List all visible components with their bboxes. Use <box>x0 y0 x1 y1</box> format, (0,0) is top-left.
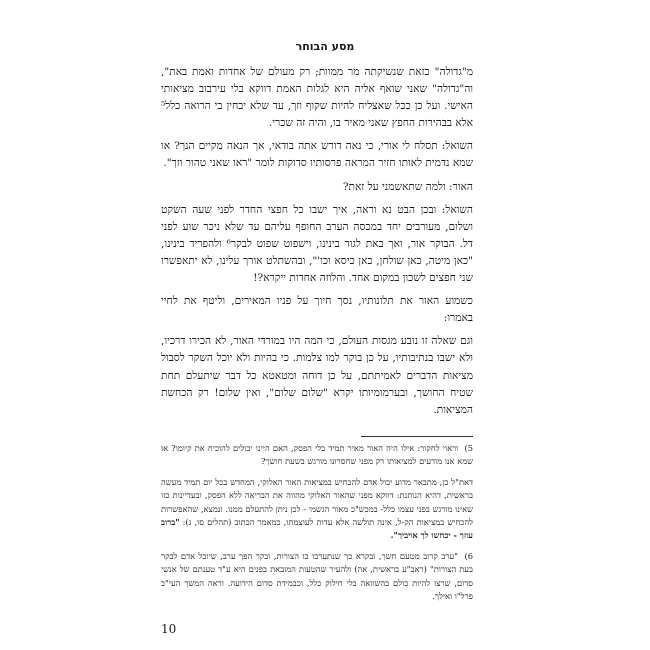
footnote-number: 6) <box>464 550 474 561</box>
footnote-5 <box>161 442 473 469</box>
paragraph: וגם שאלה זו נובע מגסות העולם, כי המה היו במורדי האור, לא הכירו דרכיו, ולא ישבו בנתיבותיו, על כן בוקר למו צלמות. כי בהיות ולא יוכל השקר לסבול מציאות הדברים לאמיתתם, על כן דוחה ומטאטא כל דבר שיתעלם תחת שטיח החושך, ובערמומיותו יקרא "שלום שלום", ואין שלום! רק הכחשת המציאות. <box>161 335 473 416</box>
footnote-6 <box>161 550 473 604</box>
footnote-divider <box>361 436 473 437</box>
footnote-number: 5) <box>464 443 473 453</box>
paragraph: האור: ולמה שתאשמני על זאת? <box>342 180 473 193</box>
paragraph: השואל: ובכן הבט נא וראה, איך ישבו כל חפצי החדר לפני שעה השקט ושלום, מעורבים יחד במכסה הערב החופף עליהם עד שלא ניכר שוע לפני דל. הבוקר אור, ואך באת לגור בינינו, וישפוט שפוט לבקר⁶ ולהפריד בינינו, "כאן מיטה, כאן שולחן, כאן כיסא וכו'", ובהשתלט אורך עלינו, לא יתאפשרו שני חפצים לשכון במקום אחד. והלוזה אחדות ייקרא?! <box>161 203 473 285</box>
footnotes <box>161 442 473 610</box>
footnote-text: וראוי לחקור: אילו היה האור מאיר תמיד בלי הפסק, האם היינו יכולים להוכיח את קיומו? או שמא אנו מודעים למציאותו רק מפני שחסרונו מורגש בשעת חושך? <box>161 443 473 467</box>
running-head: מסע הבוחר <box>295 40 355 53</box>
footnote-5-continued <box>161 476 473 543</box>
footnote-quote: "ברוב עוזך - יכחשו לך אויביך". <box>161 517 473 541</box>
paragraph: מ"גדולה" כזאת שנשיקתה מר ממוות; רק מעולם של אחדות ואמת באת", וה"גדולה" שאני שואף אליה היא לגלות האמת דווקא בלי עירבוב מציאותי האישי. ועל כן ככל שאצליח להיות שקוף וזך, עד שלא יבחין בי הרואה כלל⁵ אלא בבהירות החפץ שאני מאיר בו, והיה זה שכרי. <box>161 66 473 130</box>
footnote-text: דאת"ל כן, מתבאר מדוע יכול אדם להכחיש במציאות האור האלוקי, המחדש בכל יום תמיד מעשה בראשית, דהיא הנותנת: דווקא מפני שהאור האלוקי מהווה את הבריאה ללא הפסק, ובעדיינות כזו שאינו מורגש בפני עצמו כלל- במכש"כ מאור הגשמי - לכן ניתן להתעלם ממנו. ונמצא, שהאפשרות להכחיש במציאות הק-ל, אינה תולשה אלא עדות לעוצמתו, כמאמר הכתוב (תהלים סו, ג): <box>161 476 473 528</box>
main-text <box>161 64 473 425</box>
paragraph: השואל: תסלח לי אורי, כי נאה דורש אתה בודאי, אך הנאה מקיים הנך? או שמא נדמית לאותו חזיר המראה פרסותיו סדוקות לומר "ראו שאני טהור וזך". <box>161 140 473 170</box>
footnote-text: "ערב קרוב מטעם חשך, ובקרא כך שנתערבו בו הצורות, ובקר הפך ערב, שיוכל אדם לבקר בעת הצורות" (ראב"ע בראשית, אה) ולהעיר שהטעות המובאת בפנים היא ע"ד טענתם של אנשי סדום, שרצו להיות כולם בהשוואה בלי חילוק כלל, וכבמידת סדום הידועה. וראה המשך העי"ב פרל"ו ואילך. <box>161 550 473 602</box>
paragraph: כשמוע האור את תלונותיו, נסך חיוך על פניו המאירים, וליטף את לחיי באמרו: <box>161 295 473 325</box>
page-number: 10 <box>161 622 177 636</box>
